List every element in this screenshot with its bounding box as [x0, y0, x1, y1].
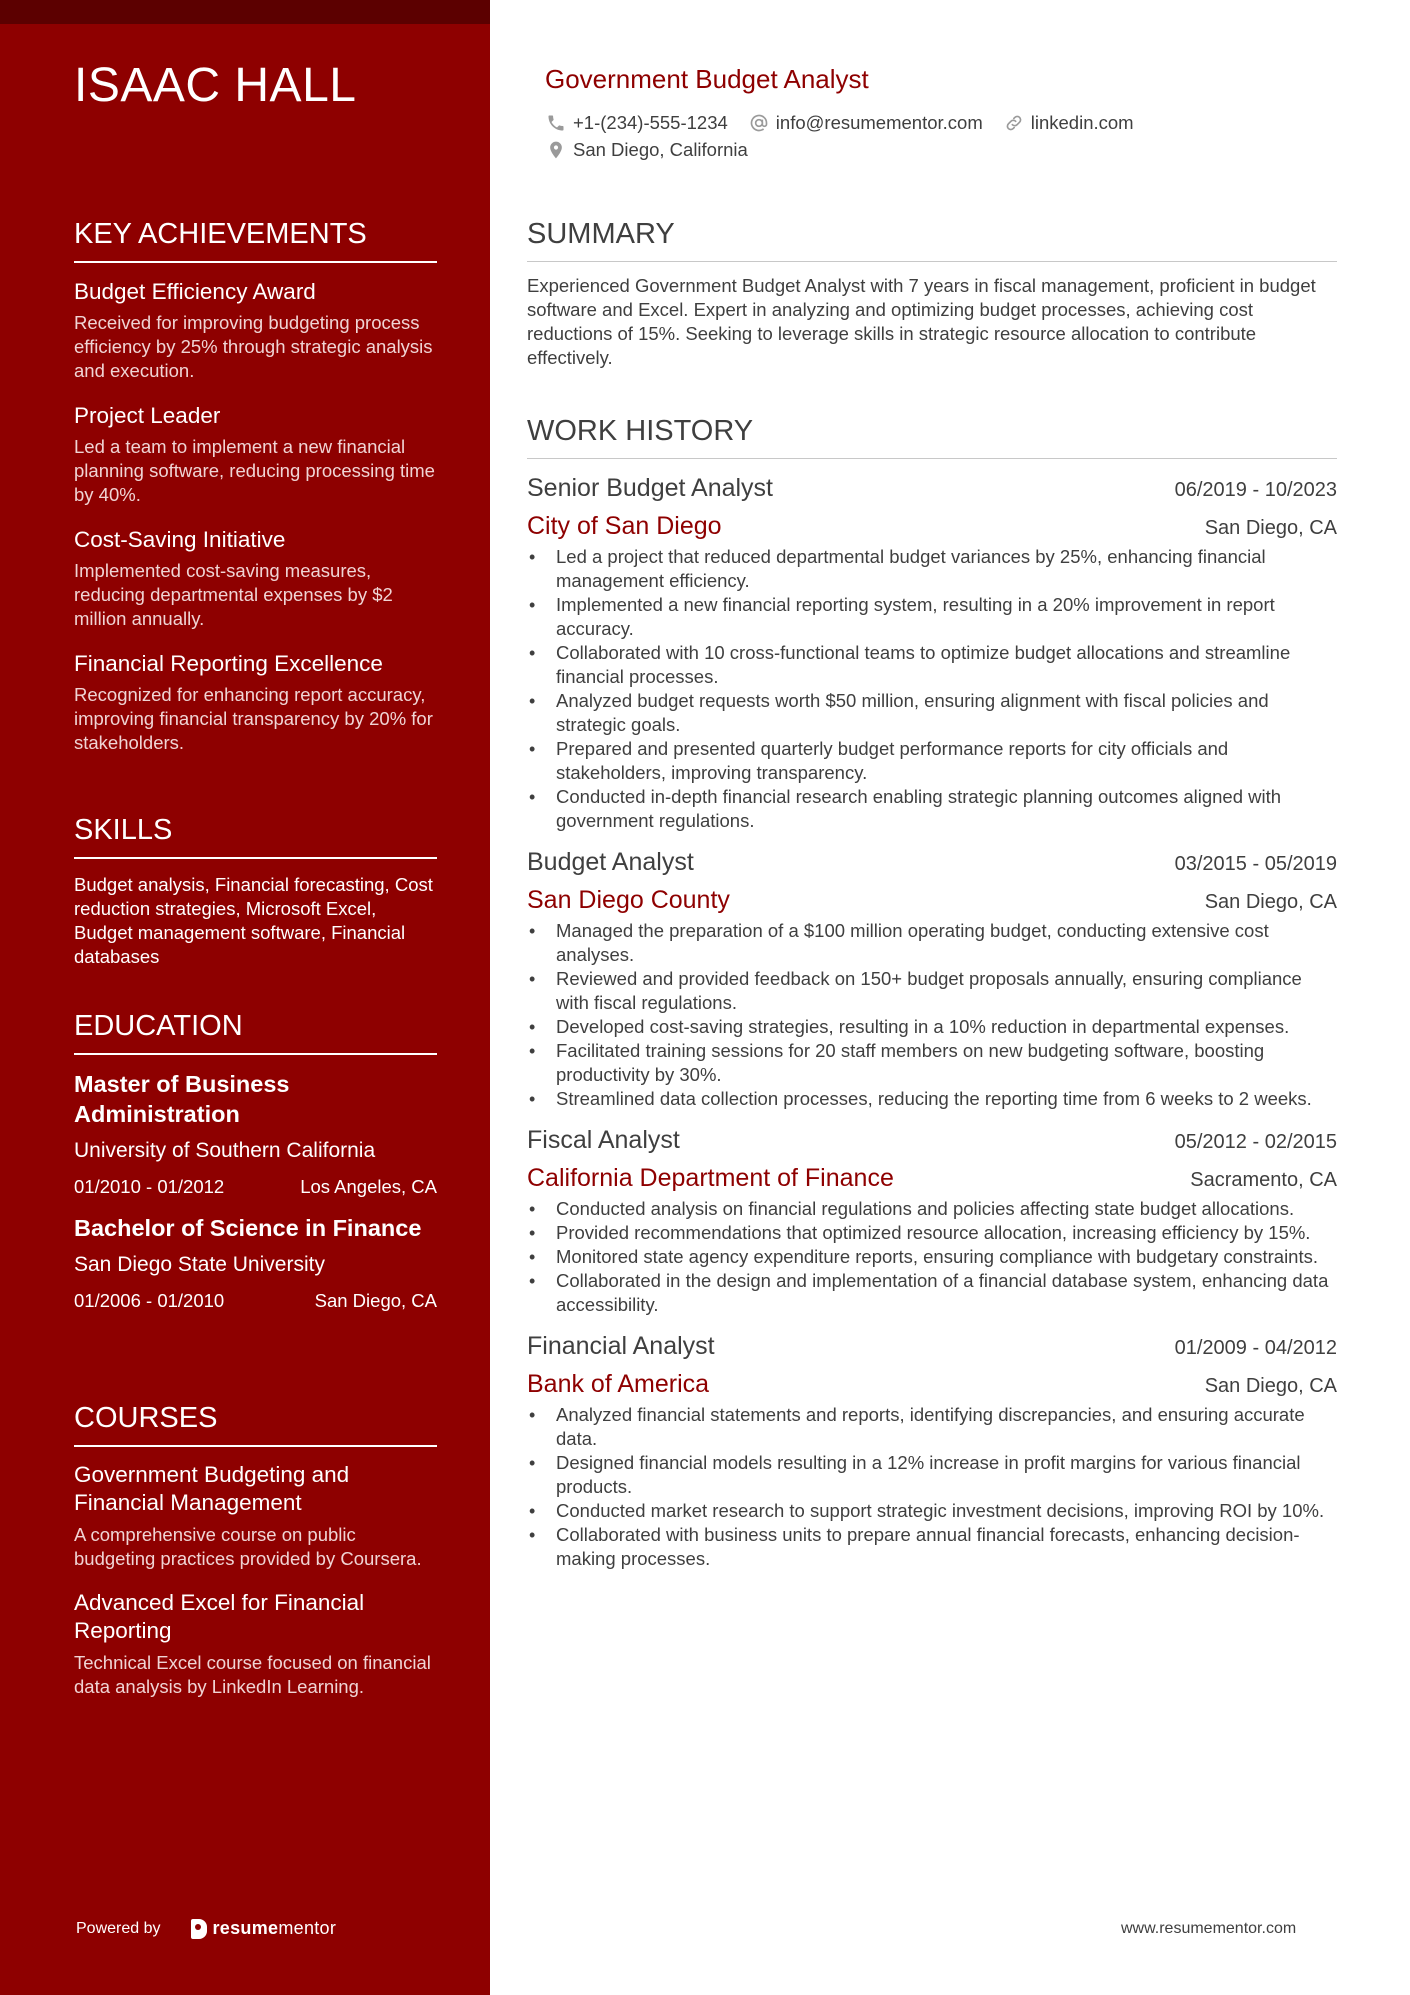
job-bullet: • Managed the preparation of a $100 million operating budget, conducting extensive cost analyses. — [527, 919, 1337, 967]
job-location: San Diego, CA — [1204, 1375, 1337, 1397]
job-dates: 06/2019 - 10/2023 — [1174, 479, 1337, 501]
job-company: San Diego County — [527, 886, 730, 914]
job-bullet: • Analyzed financial statements and reports, identifying discrepancies, and ensuring accurate data. — [527, 1403, 1337, 1451]
job-entry — [527, 845, 1337, 1111]
education-dates: 01/2010 - 01/2012 — [74, 1176, 225, 1197]
at-icon — [748, 112, 770, 134]
job-company: City of San Diego — [527, 512, 722, 540]
job-bullet: • Designed financial models resulting in a 12% increase in profit margins for various financial products. — [527, 1451, 1337, 1499]
contact-row — [545, 112, 1154, 134]
powered-by-label: Powered by — [76, 1919, 161, 1937]
courses-section — [74, 1402, 437, 1717]
achievement-item — [74, 277, 437, 383]
course-desc: A comprehensive course on public budgeting practices provided by Coursera. — [74, 1524, 422, 1569]
contact-location — [545, 139, 748, 161]
job-position: Senior Budget Analyst — [527, 474, 773, 502]
achievement-desc: Received for improving budgeting process efficiency by 25% through strategic analysis and execution. — [74, 312, 433, 381]
summary-text: Experienced Government Budget Analyst with 7 years in fiscal management, proficient in budget software and Excel. Expert in analyzing and optimizing budget processes, achieving cost reductions of 15%. Seeking to leverage skills in strategic resource allocation to contribute effectively. — [527, 275, 1316, 368]
job-bullet: • Collaborated with business units to prepare annual financial forecasts, enhancing decision-making processes. — [527, 1523, 1337, 1571]
education-item — [74, 1213, 437, 1313]
candidate-name: ISAAC HALL — [74, 59, 357, 112]
course-desc: Technical Excel course focused on financial data analysis by LinkedIn Learning. — [74, 1652, 431, 1697]
resumementor-logo-icon — [191, 1919, 207, 1939]
contact-email[interactable] — [748, 112, 983, 134]
job-location: Sacramento, CA — [1190, 1169, 1337, 1191]
job-bullet: • Streamlined data collection processes, reducing the reporting time from 6 weeks to 2 weeks. — [527, 1087, 1337, 1111]
job-entry — [527, 471, 1337, 833]
course-item — [74, 1461, 437, 1571]
achievement-desc: Recognized for enhancing report accuracy, improving financial transparency by 20% for stakeholders. — [74, 684, 433, 753]
email-text: info@resumementor.com — [775, 112, 983, 133]
summary-section — [527, 218, 1337, 370]
job-position: Budget Analyst — [527, 848, 694, 876]
achievement-item — [74, 649, 437, 755]
achievement-desc: Implemented cost-saving measures, reducing departmental expenses by $2 million annually. — [74, 560, 393, 629]
job-company: California Department of Finance — [527, 1164, 894, 1192]
course-title: Government Budgeting and Financial Management — [74, 1462, 350, 1515]
job-bullet: • Conducted in-depth financial research enabling strategic planning outcomes aligned with government regulations. — [527, 785, 1337, 833]
job-bullet: • Facilitated training sessions for 20 staff members on new budgeting software, boosting productivity by 30%. — [527, 1039, 1337, 1087]
job-position: Fiscal Analyst — [527, 1126, 680, 1154]
achievement-title: Cost-Saving Initiative — [74, 527, 286, 552]
job-dates: 05/2012 - 02/2015 — [1174, 1131, 1337, 1153]
resumementor-logo[interactable] — [191, 1918, 337, 1939]
location-pin-icon — [545, 139, 567, 161]
course-item — [74, 1589, 437, 1699]
job-bullets — [527, 1403, 1337, 1571]
job-dates: 03/2015 - 05/2019 — [1174, 853, 1337, 875]
job-bullet: • Collaborated in the design and implementation of a financial database system, enhancing data accessibility. — [527, 1269, 1337, 1317]
achievement-title: Project Leader — [74, 403, 221, 428]
skills-section — [74, 814, 437, 969]
job-bullet: • Monitored state agency expenditure reports, ensuring compliance with budgetary constraints. — [527, 1245, 1337, 1269]
skills-list: Budget analysis, Financial forecasting, Cost reduction strategies, Microsoft Excel, Budget management software, Financial databases — [74, 874, 433, 967]
location-text: San Diego, California — [573, 139, 748, 160]
key-achievements-heading: KEY ACHIEVEMENTS — [74, 218, 437, 263]
sidebar — [0, 0, 490, 1995]
sidebar-top-bar — [0, 0, 490, 24]
education-section — [74, 1010, 437, 1327]
footer-website-link[interactable]: www.resumementor.com — [1121, 1920, 1297, 1937]
education-school: University of Southern California — [74, 1139, 376, 1162]
contact-linkedin[interactable] — [1003, 112, 1134, 134]
achievement-item — [74, 401, 437, 507]
education-school: San Diego State University — [74, 1253, 325, 1276]
skills-heading: SKILLS — [74, 814, 437, 859]
job-bullets — [527, 919, 1337, 1111]
education-degree: Master of Business Administration — [74, 1071, 290, 1127]
linkedin-text: linkedin.com — [1030, 112, 1134, 133]
education-location: Los Angeles, CA — [300, 1176, 437, 1197]
job-entry — [527, 1329, 1337, 1571]
job-bullets — [527, 545, 1337, 833]
education-item — [74, 1069, 437, 1199]
work-history-heading: WORK HISTORY — [527, 415, 1337, 459]
job-position: Financial Analyst — [527, 1332, 715, 1360]
job-bullet: • Conducted market research to support strategic investment decisions, improving ROI by 10%. — [527, 1499, 1337, 1523]
job-bullet: • Led a project that reduced departmental budget variances by 25%, enhancing financial management efficiency. — [527, 545, 1337, 593]
brand-name-thin: mentor — [278, 1918, 337, 1938]
work-history-section — [527, 415, 1337, 1583]
job-bullet: • Conducted analysis on financial regulations and policies affecting state budget allocations. — [527, 1197, 1337, 1221]
target-job-title: Government Budget Analyst — [545, 64, 869, 94]
key-achievements-section — [74, 218, 437, 773]
achievement-title: Budget Efficiency Award — [74, 279, 316, 304]
job-bullet: • Reviewed and provided feedback on 150+ budget proposals annually, ensuring compliance with fiscal regulations. — [527, 967, 1337, 1015]
contact-row-location — [545, 139, 768, 161]
courses-heading: COURSES — [74, 1402, 437, 1447]
job-bullet: • Implemented a new financial reporting system, resulting in a 20% improvement in report accuracy. — [527, 593, 1337, 641]
achievement-title: Financial Reporting Excellence — [74, 651, 383, 676]
job-dates: 01/2009 - 04/2012 — [1174, 1337, 1337, 1359]
achievement-item — [74, 525, 437, 631]
job-bullet: • Prepared and presented quarterly budget performance reports for city officials and stakeholders, improving transparency. — [527, 737, 1337, 785]
education-degree: Bachelor of Science in Finance — [74, 1215, 422, 1241]
job-bullet: • Provided recommendations that optimized resource allocation, increasing efficiency by 15%. — [527, 1221, 1337, 1245]
job-bullet: • Analyzed budget requests worth $50 million, ensuring alignment with fiscal policies and strategic goals. — [527, 689, 1337, 737]
phone-text: +1-(234)-555-1234 — [573, 112, 728, 133]
brand-name-bold: resume — [212, 1918, 279, 1938]
contact-phone[interactable] — [545, 112, 728, 134]
course-title: Advanced Excel for Financial Reporting — [74, 1590, 365, 1643]
job-bullet: • Developed cost-saving strategies, resulting in a 10% reduction in departmental expenses. — [527, 1015, 1337, 1039]
job-entry — [527, 1123, 1337, 1317]
phone-icon — [545, 112, 567, 134]
job-bullet: • Collaborated with 10 cross-functional teams to optimize budget allocations and streamline financial processes. — [527, 641, 1337, 689]
job-bullets — [527, 1197, 1337, 1317]
job-location: San Diego, CA — [1204, 517, 1337, 539]
education-heading: EDUCATION — [74, 1010, 437, 1055]
achievement-desc: Led a team to implement a new financial planning software, reducing processing time by 40%. — [74, 436, 435, 505]
education-dates: 01/2006 - 01/2010 — [74, 1290, 225, 1311]
education-location: San Diego, CA — [314, 1290, 437, 1311]
summary-heading: SUMMARY — [527, 218, 1337, 262]
job-company: Bank of America — [527, 1370, 710, 1398]
link-icon — [1003, 112, 1025, 134]
powered-by — [76, 1918, 336, 1939]
job-location: San Diego, CA — [1204, 891, 1337, 913]
